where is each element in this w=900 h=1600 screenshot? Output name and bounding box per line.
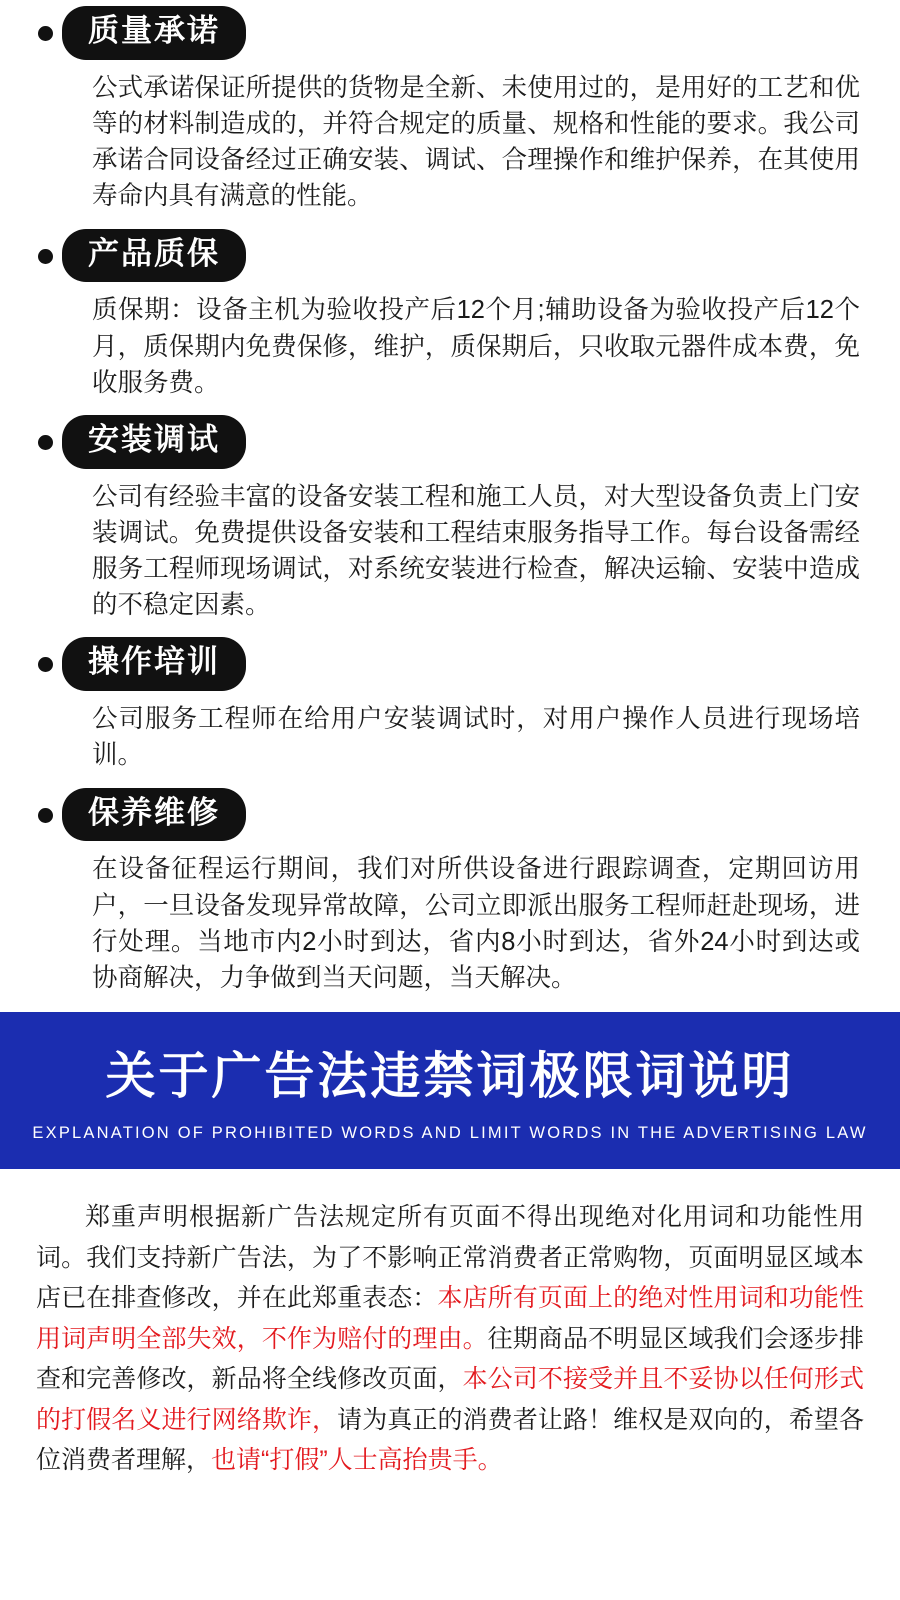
bullet-dot-icon <box>38 657 53 672</box>
service-description: 公司有经验丰富的设备安装工程和施工人员，对大型设备负责上门安装调试。免费提供设备安装和工程结束服务指导工作。每台设备需经服务工程师现场调试，对系统安装进行检查，解决运输、安装中造成的不稳定因素。 <box>92 482 860 620</box>
banner-title: 关于广告法违禁词极限词说明 <box>105 1048 795 1105</box>
bullet-dot-icon <box>38 808 53 823</box>
banner-subtitle: EXPLANATION OF PROHIBITED WORDS AND LIMIT WORDS IN THE ADVERTISING LAW <box>32 1124 868 1143</box>
bullet-dot-icon <box>38 435 53 450</box>
disclaimer-segment-1: 郑重声明根据新广告法规定所有页面不得出现绝对化用词和功能性用词。我们支持新广告法，为了不影响正常消费者正常购物，页面明显区域本店已在排查修改，并在此郑重表态： <box>36 1203 864 1313</box>
disclaimer-segment-6-highlight: 也请“打假”人士高抬贵手。 <box>211 1446 503 1475</box>
bullet-dot-icon <box>38 26 53 41</box>
service-description: 在设备征程运行期间，我们对所供设备进行跟踪调查，定期回访用户，一旦设备发现异常故障，公司立即派出服务工程师赶赴现场，进行处理。当地市内2小时到达，省内8小时到达，省外24小时到达或协商解决，力争做到当天问题，当天解决。 <box>92 855 860 992</box>
service-item-warranty <box>0 229 900 401</box>
service-title-badge: 保养维修 <box>62 788 246 842</box>
service-item-training <box>0 637 900 773</box>
service-title-badge: 产品质保 <box>62 229 246 283</box>
disclaimer-paragraph <box>36 1197 864 1481</box>
service-description: 质保期：设备主机为验收投产后12个月;辅助设备为验收投产后12个月，质保期内免费保修，维护，质保期后，只收取元器件成本费，免收服务费。 <box>92 296 860 397</box>
disclaimer-segment-2-highlight: 本店所有页面上的绝对性用词和功能性用词声明全部失效，不作为赔付的理由。 <box>36 1284 864 1353</box>
disclaimer-segment-5: 请为真正的消费者让路！维权是双向的，希望各位消费者理解， <box>36 1405 864 1475</box>
service-description: 公司服务工程师在给用户安装调试时，对用户操作人员进行现场培训。 <box>92 705 860 770</box>
disclaimer-segment-3: 往期商品不明显区域我们会逐步排查和完善修改，新品将全线修改页面， <box>36 1324 864 1394</box>
service-item-maintenance <box>0 788 900 997</box>
service-description: 公式承诺保证所提供的货物是全新、未使用过的，是用好的工艺和优等的材料制造成的，并符合规定的质量、规格和性能的要求。我公司承诺合同设备经过正确安装、调试、合理操作和维护保养，在其使用寿命内具有满意的性能。 <box>92 73 860 211</box>
bullet-dot-icon <box>38 249 53 264</box>
service-item-quality-promise <box>0 6 900 215</box>
service-item-installation <box>0 415 900 624</box>
advertising-law-banner <box>0 1012 900 1169</box>
disclaimer-text <box>0 1169 900 1481</box>
service-title-badge: 操作培训 <box>62 637 246 691</box>
service-title-badge: 质量承诺 <box>62 6 246 60</box>
service-title-badge: 安装调试 <box>62 415 246 469</box>
disclaimer-segment-4-highlight: 本公司不接受并且不妥协以任何形式的打假名义进行网络欺诈， <box>36 1365 864 1434</box>
